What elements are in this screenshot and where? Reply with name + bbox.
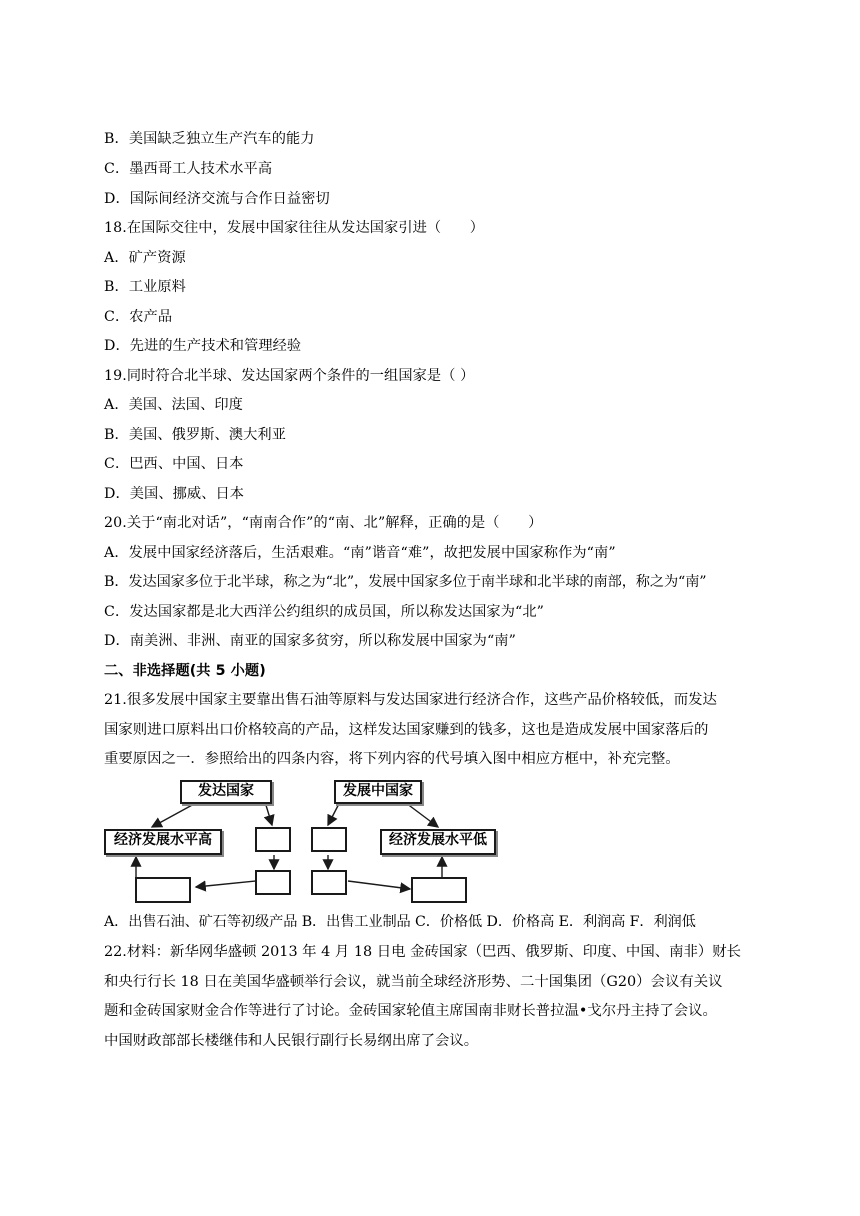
q20-option-a: A．发展中国家经济落后，生活艰难。“南”谐音“难”，故把发展中国家称作为“南” <box>104 545 616 561</box>
q19-option-b: B．美国、俄罗斯、澳大利亚 <box>104 427 286 443</box>
q20-option-c: C．发达国家都是北大西洋公约组织的成员国，所以称发达国家为“北” <box>104 604 545 620</box>
q21-line-1: 21.很多发展中国家主要靠出售石油等原料与发达国家进行经济合作，这些产品价格较低，而发达 <box>104 692 717 708</box>
q19-option-a: A．美国、法国、印度 <box>104 397 243 413</box>
q22-line-1: 22.材料：新华网华盛顿 2013 年 4 月 18 日电 金砖国家（巴西、俄罗斯、印度、中国、南非）财长 <box>104 944 742 960</box>
q17-option-c: C．墨西哥工人技术水平高 <box>104 161 273 177</box>
q22-line-2: 和央行行长 18 日在美国华盛顿举行会议，就当前全球经济形势、二十国集团（G20）会议有关议 <box>104 973 723 990</box>
blank-box-right-bottom[interactable] <box>311 870 347 895</box>
blank-box-right-result[interactable] <box>411 877 467 903</box>
blank-box-left-top[interactable] <box>255 827 291 852</box>
developing-country-label: 发展中国家 <box>334 780 422 804</box>
q17-option-b: B．美国缺乏独立生产汽车的能力 <box>104 131 315 147</box>
blank-box-left-bottom[interactable] <box>255 870 291 895</box>
q22-paragraph <box>104 938 756 1056</box>
q20-option-d: D．南美洲、非洲、南亚的国家多贫穷，所以称发展中国家为“南” <box>104 633 516 649</box>
q18-option-c: C．农产品 <box>104 309 173 325</box>
blank-box-right-top[interactable] <box>311 827 347 852</box>
q18-option-b: B．工业原料 <box>104 279 186 295</box>
q21-paragraph <box>104 686 756 775</box>
blank-box-left-result[interactable] <box>135 877 191 903</box>
q20-stem: 20.关于“南北对话”，“南南合作”的“南、北”解释，正确的是（ ） <box>104 515 543 531</box>
q19-option-c: C．巴西、中国、日本 <box>104 456 244 472</box>
q22-line-4: 中国财政部部长楼继伟和人民银行副行长易纲出席了会议。 <box>104 1032 479 1049</box>
low-level-label: 经济发展水平低 <box>380 829 496 855</box>
high-level-label: 经济发展水平高 <box>104 829 222 855</box>
q21-flow-diagram <box>104 777 496 905</box>
q21-line-3: 重要原因之一．参照给出的四条内容，将下列内容的代号填入图中相应方框中，补充完整。 <box>104 751 680 767</box>
developed-country-label: 发达国家 <box>180 780 272 804</box>
q22-line-3: 题和金砖国家财金合作等进行了讨论。金砖国家轮值主席国南非财长普拉温•戈尔丹主持了会议。 <box>104 1003 717 1019</box>
q20-option-b: B．发达国家多位于北半球，称之为“北”，发展中国家多位于南半球和北半球的南部，称之为“南” <box>104 574 707 590</box>
q18-option-d: D．先进的生产技术和管理经验 <box>104 338 302 354</box>
q18-option-a: A．矿产资源 <box>104 250 186 266</box>
q17-option-d: D．国际间经济交流与合作日益密切 <box>104 191 330 207</box>
q21-line-2: 国家则进口原料出口价格较高的产品，这样发达国家赚到的钱多，这也是造成发展中国家落后的 <box>104 721 709 738</box>
section-title: 二、非选择题(共 5 小题) <box>104 663 266 679</box>
q19-option-d: D．美国、挪威、日本 <box>104 486 245 502</box>
q19-stem: 19.同时符合北半球、发达国家两个条件的一组国家是（ ） <box>104 368 475 384</box>
q21-choices: A．出售石油、矿石等初级产品 B．出售工业制品 C．价格低 D．价格高 E．利润高 F．利润低 <box>104 914 696 930</box>
q18-stem: 18.在国际交往中，发展中国家往往从发达国家引进（ ） <box>104 220 485 236</box>
